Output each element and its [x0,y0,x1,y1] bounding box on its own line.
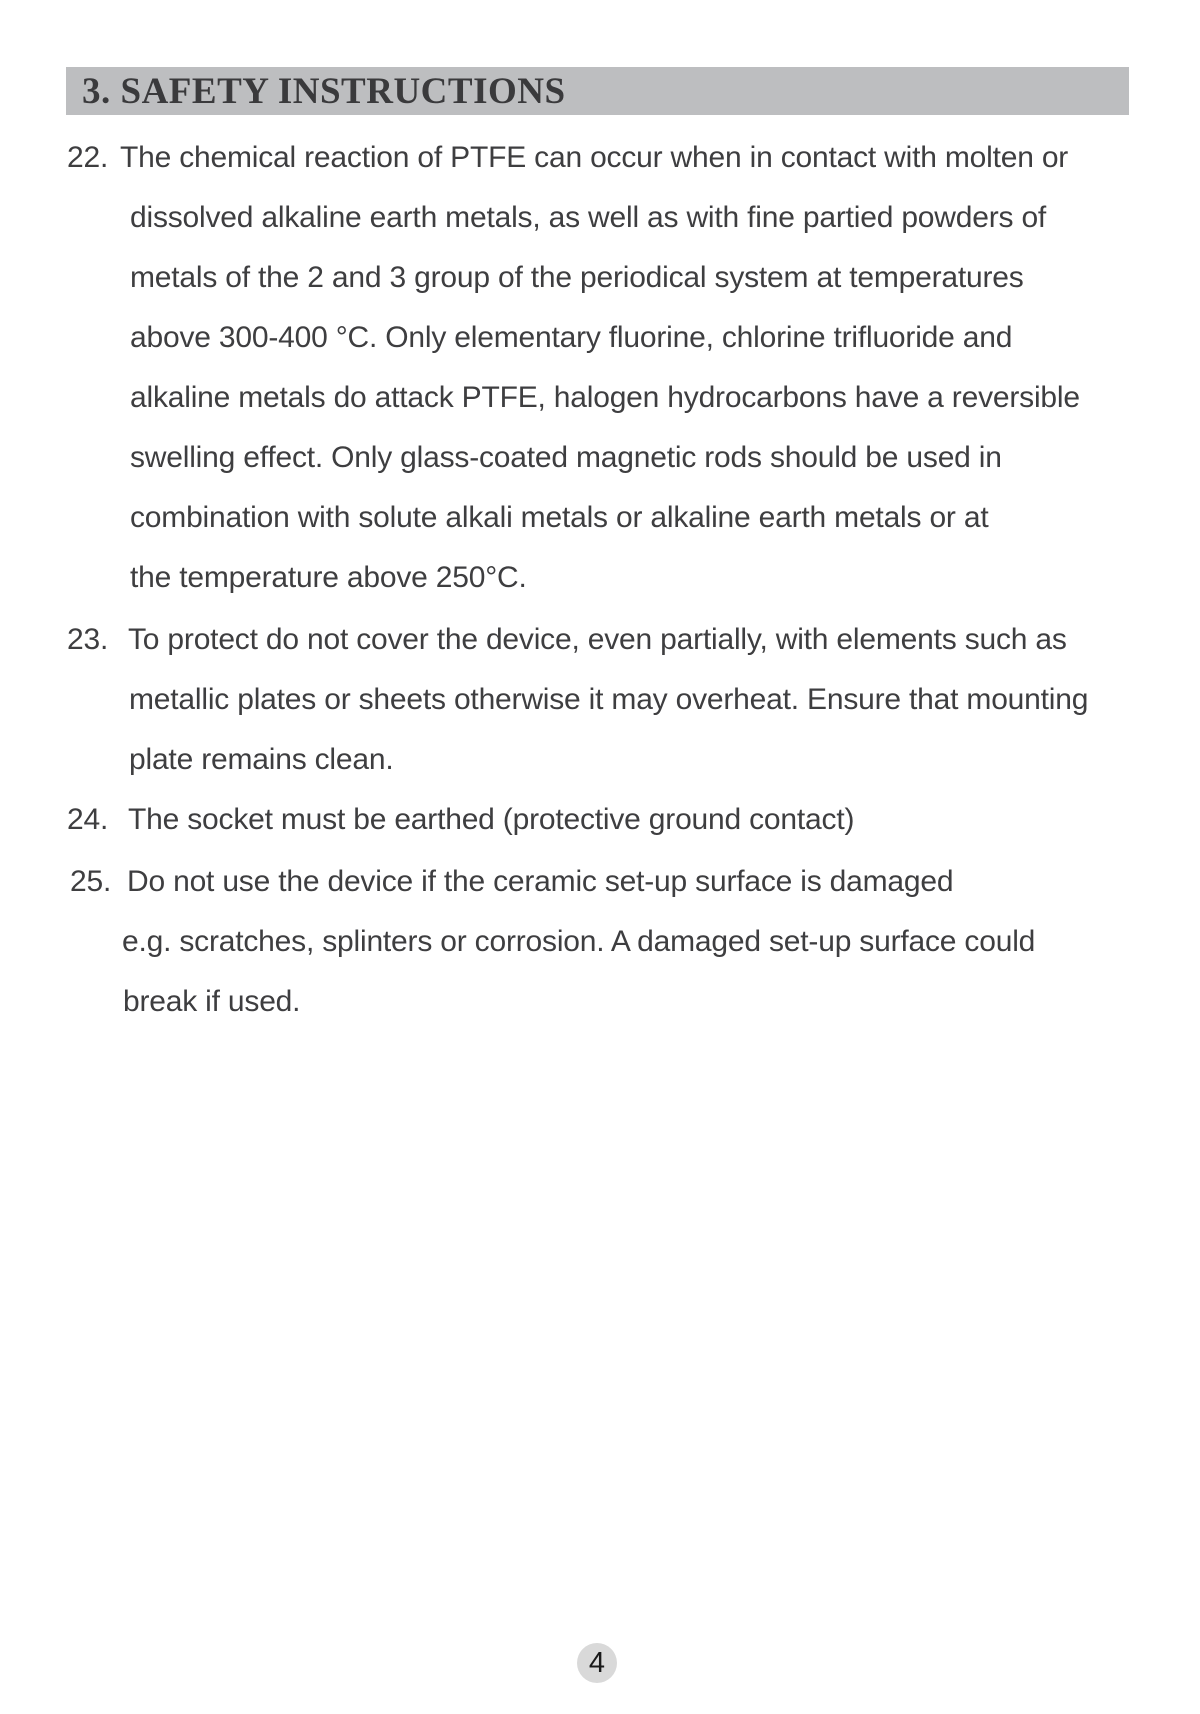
list-item-22-line-3: metals of the 2 and 3 group of the periodical system at temperatures [130,261,1024,294]
list-item-23-line-1: To protect do not cover the device, even partially, with elements such as [128,623,1067,656]
list-item-23-line-2: metallic plates or sheets otherwise it may overheat. Ensure that mounting [129,683,1089,716]
list-item-25-line-1: Do not use the device if the ceramic set-up surface is damaged [127,865,954,898]
list-item-24-number: 24. [67,803,109,836]
list-item-22-line-2: dissolved alkaline earth metals, as well as with fine partied powders of [130,201,1047,234]
list-item-22-line-1: The chemical reaction of PTFE can occur when in contact with molten or [120,141,1069,174]
list-item-22-line-5: alkaline metals do attack PTFE, halogen hydrocarbons have a reversible [130,381,1080,414]
list-item-22-line-4: above 300-400 °C. Only elementary fluorine, chlorine trifluoride and [130,321,1013,354]
list-item-25-line-3: break if used. [123,985,301,1018]
list-item-22-line-6: swelling effect. Only glass-coated magnetic rods should be used in [130,441,1002,474]
page-number-badge [577,1643,617,1683]
section-header-bar [66,67,1129,115]
list-item-25-line-2: e.g. scratches, splinters or corrosion. A damaged set-up surface could [122,925,1036,958]
page-number: 4 [588,1646,606,1679]
list-item-25-number: 25. [70,865,112,898]
list-item-22-number: 22. [67,141,109,174]
section-title: 3. SAFETY INSTRUCTIONS [82,70,566,112]
list-item-23-line-3: plate remains clean. [129,743,394,776]
list-item-23-number: 23. [67,623,109,656]
list-item-22-line-7: combination with solute alkali metals or alkaline earth metals or at [130,501,989,534]
list-item-22-line-8: the temperature above 250°C. [130,561,527,594]
list-item-24-line-1: The socket must be earthed (protective ground contact) [128,803,855,836]
